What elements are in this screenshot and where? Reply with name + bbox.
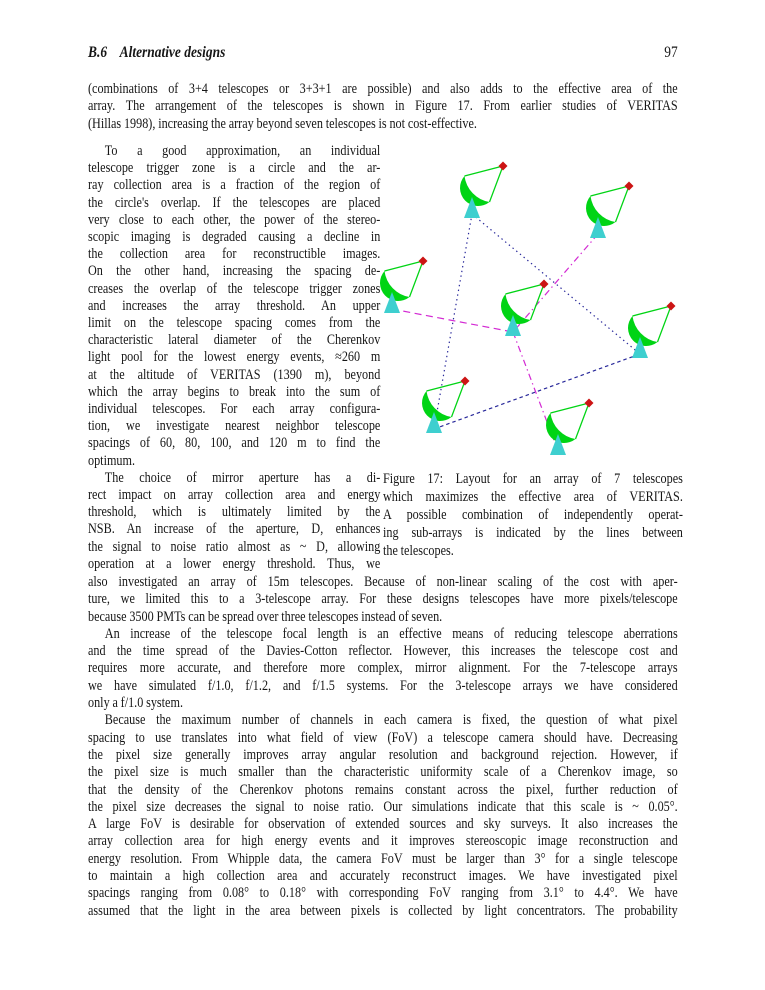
paragraph-pixel-spacing: [88, 712, 678, 920]
text-line: and increases the array threshold. An upper: [88, 297, 381, 314]
text-line: individual telescopes. For each array configura-: [88, 401, 381, 418]
dish-strut: [506, 284, 545, 294]
page-header: [88, 44, 678, 62]
text-line: the circle's overlap. If the telescopes are placed: [88, 194, 381, 211]
focal-point-dot: [461, 377, 470, 386]
dish-strut: [410, 261, 424, 297]
text-line: assumed that the light in the area between pixels is collected by light concentrators. The probability: [88, 902, 678, 919]
text-line: On the other hand, increasing the spacing de-: [88, 263, 381, 280]
paragraph-trigger-zones: [88, 143, 380, 470]
text-line: energy resolution. From Whipple data, the camera FoV must be larger than 3° for a single telescope: [88, 850, 678, 867]
text-line: the signal to noise ratio almost as ~ D, allowing: [88, 538, 381, 555]
section-number: B.6: [88, 44, 108, 61]
text-line: light pool for the lowest energy events, ≈260 m: [88, 349, 381, 366]
text-line: spacing to use translates into what field of view (FoV) a telescope camera should have. Decreasing: [88, 729, 678, 746]
text-line: A possible combination of independently operat-: [383, 507, 683, 523]
focal-point-dot: [540, 280, 549, 289]
text-line: characteristic lateral diameter of the Cherenkov: [88, 332, 381, 349]
text-line: A large FoV is desirable for observation of extended sources and sky surveys. It also increases the: [88, 816, 678, 833]
telescope-icon: [586, 182, 633, 239]
section-title: Alternative designs: [119, 44, 226, 61]
text-line: the collection area for reconstructible images.: [88, 246, 381, 263]
dish-shape: [460, 176, 489, 206]
intro-paragraph: [88, 81, 678, 133]
dish-strut: [385, 261, 424, 271]
dish-strut: [465, 166, 504, 176]
dish-strut: [531, 284, 545, 320]
page-number: 97: [664, 44, 678, 61]
subarray-link: [513, 234, 598, 332]
text-line: because 3500 PMTs can be spread over three telescopes instead of seven.: [88, 608, 443, 625]
text-line: tion, we investigate nearest neighbor telescope: [88, 418, 381, 435]
text-line: ing sub-arrays is indicated by the lines between: [383, 525, 683, 541]
text-line: An increase of the telescope focal length is an effective means of reducing telescope aberrations: [104, 625, 678, 642]
text-line: we have simulated f/1.0, f/1.2, and f/1.5 systems. For the 3-telescope arrays we have considered: [88, 677, 678, 694]
text-line: to maintain a high collection area and accurately reconstruct images. We have investigated pixel: [88, 868, 678, 885]
text-line: spacings ranging from 0.08° to 0.18° with corresponding FoV ranging from 3.1° to 4.4°. We have: [88, 885, 678, 902]
dish-strut: [616, 186, 630, 222]
text-line: array collection area for high energy events and it improves stereoscopic image reconstruction and: [88, 833, 678, 850]
section-heading: [88, 44, 225, 62]
figure-17-telescope-array-diagram: [378, 150, 700, 475]
text-line: which the array begins to break into the sum of: [88, 383, 381, 400]
focal-point-dot: [625, 182, 634, 191]
dish-strut: [427, 381, 466, 391]
dish-shape: [546, 413, 575, 443]
text-line: the pixel size is much smaller than the characteristic uniformity scale of a Cherenkov image, so: [88, 764, 678, 781]
dish-strut: [452, 381, 466, 417]
text-line: ray collection area is a fraction of the region of: [88, 177, 381, 194]
dish-strut: [658, 306, 672, 342]
telescope-icon: [380, 257, 427, 314]
telescope-icon: [546, 399, 593, 456]
text-line: optimum.: [88, 452, 136, 469]
text-line: limit on the telescope spacing comes from the: [88, 315, 381, 332]
text-line: which maximizes the effective area of VERITAS.: [383, 489, 683, 505]
paragraph-15m-telescopes: [88, 574, 678, 626]
figure-caption: [383, 470, 683, 560]
text-line: that the density of the Cherenkov photons remains constant across the pixel, further reduction of: [88, 781, 678, 798]
dish-shape: [380, 271, 409, 301]
text-line: only a f/1.0 system.: [88, 695, 183, 712]
dish-strut: [591, 186, 630, 196]
telescope-icon: [460, 162, 507, 219]
dish-strut: [551, 403, 590, 413]
dish-shape: [501, 294, 530, 324]
focal-point-dot: [667, 302, 676, 311]
focal-point-dot: [499, 162, 508, 171]
subarray-link: [392, 309, 513, 332]
text-line: the pixel size generally improves array angular resolution and background rejection. However, if: [88, 746, 678, 763]
dish-strut: [490, 166, 504, 202]
text-line: the pixel size decreases the signal to noise ratio. Our simulations indicate that this scale is ~ 0.05°.: [88, 798, 678, 815]
dish-shape: [628, 316, 657, 346]
telescope-icon: [501, 280, 548, 337]
text-line: operation at a lower energy threshold. Thus, we: [88, 555, 381, 572]
dish-shape: [586, 196, 615, 226]
paragraph-focal-length: [88, 626, 678, 712]
text-line: threshold, which is ultimately limited by the: [88, 504, 381, 521]
subarray-link: [472, 214, 640, 354]
text-line: scopic imaging is degraded causing a decline in: [88, 229, 381, 246]
text-line: and the time spread of the Davies-Cotton reflector. However, this increases the telescope cost and: [88, 643, 678, 660]
subarray-link: [434, 214, 472, 429]
bottom-text: [88, 574, 678, 920]
text-line: Because the maximum number of channels in each camera is fixed, the question of what pixel: [104, 712, 678, 729]
left-column: [88, 143, 380, 573]
text-line: (Hillas 1998), increasing the array beyond seven telescopes is not cost-effective.: [88, 115, 477, 132]
dish-shape: [422, 391, 451, 421]
focal-point-dot: [419, 257, 428, 266]
text-line: very close to each other, the power of the stereo-: [88, 211, 381, 228]
text-line: spacings of 60, 80, 100, and 120 m to find the: [88, 435, 381, 452]
telescope-icon: [422, 377, 469, 434]
text-line: Figure 17: Layout for an array of 7 telescopes: [383, 471, 683, 487]
text-line: the telescopes.: [383, 543, 454, 559]
text-line: at the altitude of VERITAS (1390 m), beyond: [88, 366, 381, 383]
text-line: ture, we limited this to a 3-telescope array. For these designs telescopes have more pixels/telescope: [88, 591, 678, 608]
text-line: The choice of mirror aperture has a di-: [104, 469, 381, 486]
text-line: (combinations of 3+4 telescopes or 3+3+1 are possible) and also adds to the effective area of the: [88, 81, 678, 97]
paragraph-mirror-aperture: [88, 470, 380, 573]
text-line: array. The arrangement of the telescopes is shown in Figure 17. From earlier studies of VERITAS: [88, 98, 678, 115]
subarray-link: [434, 354, 640, 429]
text-line: NSB. An increase of the aperture, D, enhances: [88, 521, 381, 538]
text-line: also investigated an array of 15m telescopes. Because of non-linear scaling of the cost with aper-: [88, 574, 678, 590]
dish-strut: [576, 403, 590, 439]
text-line: rect impact on array collection area and energy: [88, 487, 381, 504]
text-line: telescope trigger zone is a circle and the ar-: [88, 160, 381, 177]
dish-strut: [633, 306, 672, 316]
focal-point-dot: [585, 399, 594, 408]
text-line: To a good approximation, an individual: [104, 143, 381, 159]
text-line: requires more accurate, and therefore more complex, mirror alignment. For the 7-telescope arrays: [88, 660, 678, 677]
text-line: creases the overlap of the telescope trigger zones: [88, 280, 381, 297]
